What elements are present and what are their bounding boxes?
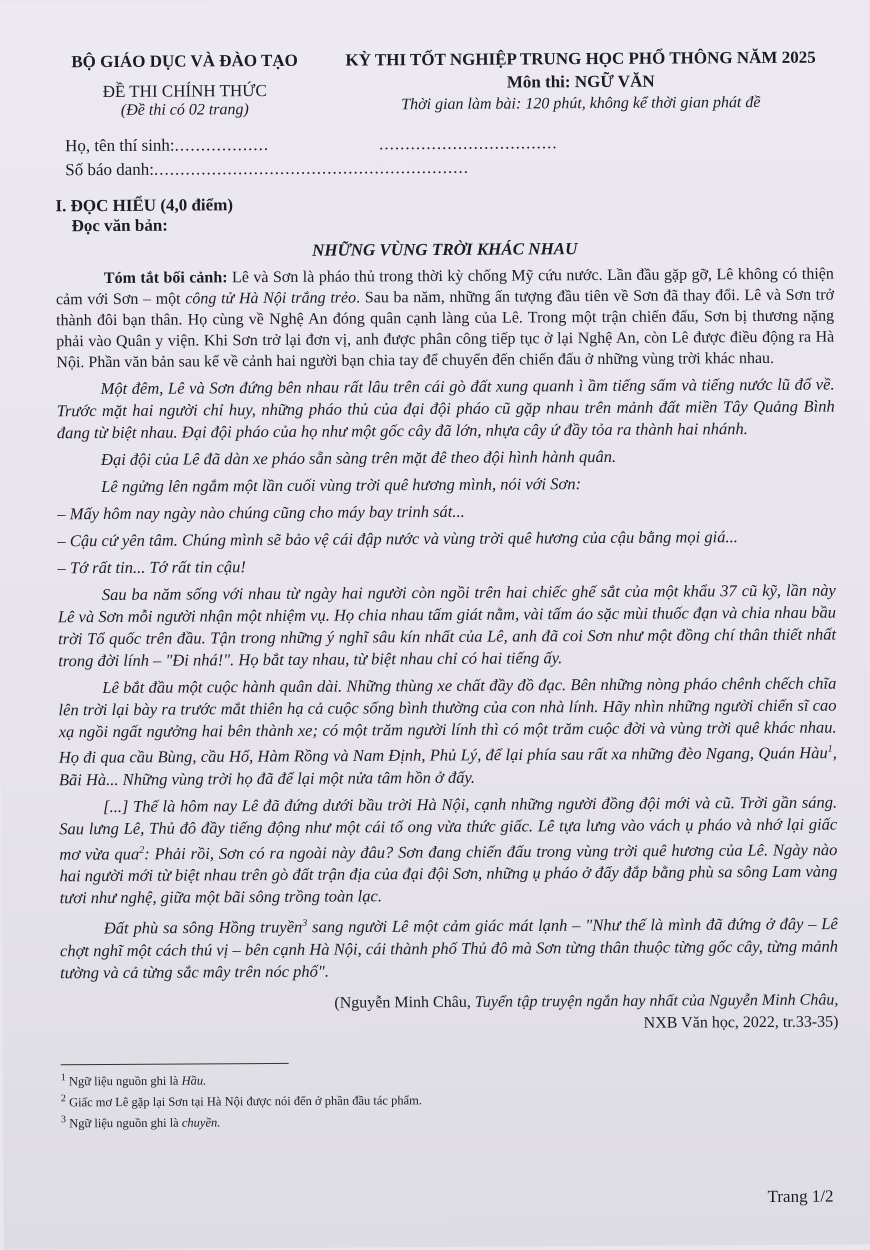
name-dots: ..................: [174, 135, 270, 155]
dialogue-3: – Tớ rất tin... Tớ rất tin cậu!: [57, 557, 246, 578]
summary-part1: Lê và Sơn là pháo thủ trong thời kỳ chống Mỹ cứu nước. Lần đầu gặp gỡ, Lê không có thiện cảm với Sơn – một: [55, 265, 834, 309]
source-author: (Nguyễn Minh Châu,: [334, 993, 475, 1012]
paragraph-6b: : Phải rồi, Sơn có ra ngoài này đâu? Sơn đang chiến đấu trong vùng trời quê hương của Lê. Ngày nào hai người mới từ biệt nhau trên gò đất trận địa của đại đội Sơn, những ụ pháo ở đấy đắp bằng phù sa sông Lam vàng tươi như nghệ, giữa một bãi sông trồng toàn lạc.: [59, 839, 838, 908]
footnote-2-marker: 2: [60, 1092, 66, 1104]
paragraph-7: [60, 910, 838, 984]
paragraph-7b: sang người Lê một cảm giác mát lạnh – "Như thế là mình đã đứng ở đây – Lê chợt nghĩ một cách thú vị – bên cạnh Hà Nội, cái thành phố Thủ đô mà Sơn từng thân thuộc từng gốc cây, từng mảnh tường và cả từng sắc mây trên nóc phố".: [59, 914, 839, 982]
read-label: Đọc văn bản:: [71, 215, 168, 236]
paragraph-3: Lê ngửng lên ngắm một lần cuối vùng trời quê hương mình, nói với Sơn:: [101, 474, 582, 497]
summary-italic: công tử Hà Nội trắng trẻo: [185, 289, 357, 308]
paragraph-6a: [...] Thế là hôm nay Lê đã đứng dưới bầu trời Hà Nội, cạnh những người đồng đội mới và cũ. Trời gần sáng. Sau lưng Lê, Thủ đô đầy tiếng động như một cái tổ ong vừa thức giấc. Lê tựa lưng vào vách ụ pháo và nhớ lại giấc mơ vừa qua: [59, 792, 838, 864]
source-citation: [60, 989, 838, 1038]
name-label: Họ, tên thí sinh:: [65, 135, 175, 156]
footnote-3-term: chuyền.: [181, 1115, 221, 1130]
context-summary: [56, 264, 835, 374]
id-label: Số báo danh:: [65, 159, 155, 180]
paragraph-5a: Lê bắt đầu một cuộc hành quân dài. Những thùng xe chất đầy đồ đạc. Bên những nòng pháo chênh chếch chĩa lên trời lại bày ra trước mắt thiên hạ cả cuộc sống bình thường của con nhà lính. Hãy nhìn những người chiến sĩ cao xạ ngồi ngất ngưởng hai bên thành xe; có một trăm người lính thì có một trăm cuộc đời và vùng trời quê khác nhau. Họ đi qua cầu Bùng, cầu Hổ, Hàm Rồng và Nam Định, Phủ Lý, để lại phía sau rất xa những đèo Ngang, Quán Hàu: [58, 673, 837, 767]
candidate-fields: [65, 130, 833, 183]
official-label: ĐỀ THI CHÍNH THỨC: [102, 81, 267, 102]
id-dots: ............................................................: [153, 157, 470, 179]
footnote-1-text: Ngữ liệu nguồn ghi là: [68, 1073, 182, 1088]
exam-subject: Môn thi: NGỮ VĂN: [506, 71, 655, 92]
story-title: NHỮNG VÙNG TRỜI KHÁC NHAU: [311, 239, 578, 260]
name-dots-extra: ..................................: [379, 133, 558, 154]
page-number: Trang 1/2: [767, 1186, 834, 1206]
source-book: Tuyển tập truyện ngắn hay nhất của Nguyễn Minh Châu,: [474, 991, 839, 1011]
footnote-divider: [61, 1062, 289, 1064]
id-row: [65, 154, 833, 183]
footnote-ref-2: 2: [139, 844, 145, 856]
footnote-3: [61, 1106, 839, 1132]
exam-title: KỲ THI TỐT NGHIỆP TRUNG HỌC PHỔ THÔNG NĂM 2025: [345, 47, 816, 70]
footnote-2-text: Giấc mơ Lê gặp lại Sơn tại Hà Nội được nói đến ở phần đầu tác phẩm.: [68, 1092, 422, 1110]
footnote-1-marker: 1: [60, 1071, 66, 1083]
paragraph-5: [58, 673, 837, 791]
exam-header: [55, 48, 833, 121]
dialogue-2: – Cậu cứ yên tâm. Chúng mình sẽ bảo vệ cái đập nước và vùng trời quê hương của cậu bằng mọi giá...: [57, 527, 738, 551]
footnote-3-text: Ngữ liệu nguồn ghi là: [69, 1115, 182, 1131]
source-line-2: NXB Văn học, 2022, tr.33-35): [643, 1013, 839, 1032]
pages-note: (Đề thi có 02 trang): [120, 101, 249, 119]
footnote-3-marker: 3: [60, 1114, 67, 1126]
story-body: [56, 374, 838, 984]
dialogue-1: – Mấy hôm nay ngày nào chúng cũng cho máy bay trinh sát...: [57, 501, 465, 524]
paragraph-7a: Đất phù sa sông Hồng truyền: [103, 917, 303, 938]
header-right: [314, 48, 832, 119]
footnote-ref-1: 1: [827, 743, 833, 755]
summary-part2: . Sau ba năm, những ấn tượng đầu tiên về Sơn đã thay đổi. Lê và Sơn trở thành đôi bạn thân. Họ cùng về Nghệ An đóng quân cạnh làng của Lê. Trong một trận chiến đấu, Sơn bị thương nặng phải vào Quân y viện. Khi Sơn trở lại đơn vị, anh được phân công tiếp tục ở lại Nghệ An, còn Lê được điều động ra Hà Nội. Phần văn bản sau kể về cảnh hai người bạn chia tay để chuyển đến chiến đấu ở những vùng trời khác nhau.: [56, 286, 835, 372]
ministry-name: BỘ GIÁO DỤC VÀ ĐÀO TẠO: [71, 50, 298, 72]
summary-label: Tóm tắt bối cảnh:: [103, 269, 228, 288]
header-left: [55, 51, 315, 121]
paragraph-5b: , Bãi Hà... Những vùng trời họ đã để lại một nửa tâm hồn ở đấy.: [58, 743, 837, 789]
section-heading: I. ĐỌC HIỂU (4,0 điểm): [55, 195, 234, 216]
footnotes: [61, 1064, 839, 1132]
paragraph-2: Đại đội của Lê đã dàn xe pháo sẵn sàng trên mặt đê theo đội hình hành quân.: [100, 446, 617, 470]
exam-time: Thời gian làm bài: 120 phút, không kể thời gian phát đề: [401, 94, 761, 114]
footnote-ref-3: 3: [302, 917, 308, 929]
footnote-1-term: Hầu.: [181, 1073, 207, 1088]
paragraph-6: [59, 791, 838, 909]
paragraph-4: Sau ba năm sống với nhau từ ngày hai người còn ngồi trên hai chiếc ghế sắt của một khẩu 37 cũ kỹ, lần này Lê và Sơn mỗi người nhận một nhiệm vụ. Họ chia nhau tấm giát nằm, vài tấm áo sặc mùi thuốc đạn và chia nhau bầu trời Tổ quốc trên đầu. Tận trong những ý nghĩ sâu kín nhất của Lê, anh đã coi Sơn như một đồng chí thân thiết nhất trong đời lính – "Đi nhá!". Họ bắt tay nhau, từ biệt nhau chỉ có hai tiếng ấy.: [57, 580, 837, 671]
paragraph-1: Một đêm, Lê và Sơn đứng bên nhau rất lâu trên cái gò đất xung quanh ì ầm tiếng sấm và tiếng nước lũ đổ về. Trước mặt hai người chỉ huy, những pháo thủ của đại đội pháo cũ gặp nhau trên mảnh đất miền Tây Quảng Bình đang từ biệt nhau. Đại đội pháo của họ như một gốc cây đã lớn, nhựa cây ứ đầy tỏa ra thành hai nhánh.: [56, 374, 835, 443]
